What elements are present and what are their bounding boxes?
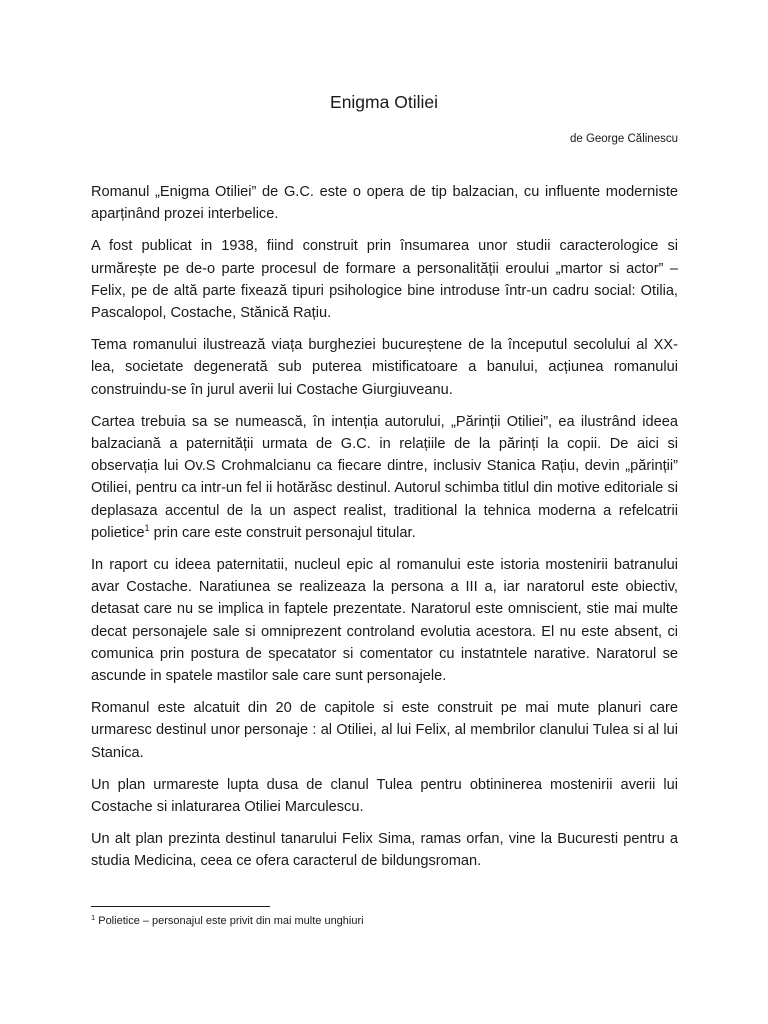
document-title: Enigma Otiliei [330, 92, 438, 112]
paragraph-4-text: Cartea trebuia sa se numească, în intenția autorului, „Părinții Otiliei”, ea ilustrând ideea balzaciană a paternității urmata de G.C. in relațiile de la părinți la copii. De aici si observația lui Ov.S Crohmalcianu ca fiecare dintre, inclusiv Stanica Rațiu, devin „părinții” Otiliei, pentru ca intr-un fel ii hotărăsc destinul. Autorul schimba titlul din motive editoriale si deplasaza accentul de la un aspect realist, traditional la tehnica moderna a [91, 413, 678, 519]
paragraph-5: In raport cu ideea paternitatii, nucleul epic al romanului este istoria mostenirii batranului avar Costache. Naratiunea se realizeaza la persona a III a, iar naratorul este obiectiv, detasat care nu se implica in faptele prezentate. Naratorul este omniscient, stie mai multe decat personajele sale si omniprezent controland evolutia acestora. El nu este absent, ci comunica prin postura de specatator si comentator cu instatntele narative. Naratorul se ascunde in spatele mastilor sale care sunt personajele. [91, 557, 678, 685]
document-body [91, 181, 678, 883]
document-author: de George Călinescu [569, 133, 678, 145]
footnote [91, 915, 364, 927]
paragraph-8: Un alt plan prezinta destinul tanarului Felix Sima, ramas orfan, vine la Bucuresti pentru a studia Medicina, ceea ce ofera caracterul de bildungsroman. [91, 831, 678, 870]
paragraph-4-tail-end: prin care este construit personajul titular. [149, 524, 416, 541]
paragraph-3: Tema romanului ilustrează viața burgheziei bucureștene de la începutul secolului al XX-lea, societate degenerată sub puterea mistificatoare a banului, acțiunea romanului construindu-se în jurul averii lui Costache Giurgiuveanu. [91, 337, 678, 398]
footnote-text: Polietice – personajul este privit din mai multe unghiuri [95, 915, 364, 927]
footnote-reference[interactable]: 1 [144, 522, 150, 533]
paragraph-2: A fost publicat in 1938, fiind construit prin însumarea unor studii caracterologice si urmărește pe de-o parte procesul de formare a personalității eroului „martor si actor” – Felix, pe de altă parte fixează tipuri psihologice bine introduse într-un cadru social: Otilia, Pascalopol, Costache, Stănică Rațiu. [91, 238, 678, 322]
paragraph-4-tail-start: refelcatrii polietice [91, 502, 678, 541]
paragraph-4 [91, 411, 678, 544]
paragraph-7: Un plan urmareste lupta dusa de clanul Tulea pentru obtininerea mostenirii averii lui Costache si inlaturarea Otiliei Marculescu. [91, 776, 678, 816]
paragraph-6: Romanul este alcatuit din 20 de capitole si este construit pe mai mute planuri care urmaresc destinul unor personaje : al Otiliei, al lui Felix, al membrilor clanului Tulea si al lui Stanica. [91, 700, 678, 761]
paragraph-1: Romanul „Enigma Otiliei” de G.C. este o opera de tip balzacian, cu influente moderniste aparținând prozei interbelice. [91, 184, 678, 223]
footnote-number: 1 [91, 913, 96, 922]
footnote-divider [91, 906, 270, 907]
